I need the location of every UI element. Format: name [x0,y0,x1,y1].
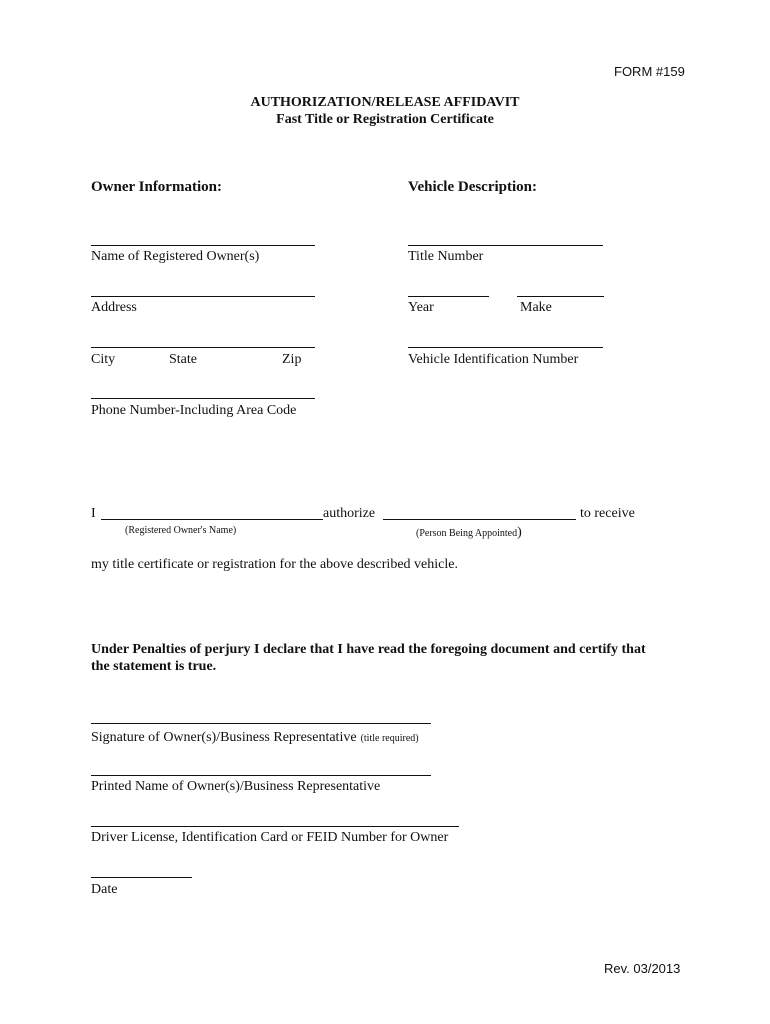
authorize-word: authorize [323,506,376,521]
signature-field[interactable] [91,723,431,724]
address-label: Address [91,300,137,315]
authorization-prefix: I [91,506,96,521]
appointee-caption-text: (Person Being Appointed [416,528,518,539]
revision-label: Rev. 03/2013 [604,961,681,976]
date-label: Date [91,882,118,897]
vin-label: Vehicle Identification Number [408,352,579,367]
signature-label-row [91,728,419,746]
address-field[interactable] [91,296,315,297]
printed-name-field[interactable] [91,775,431,776]
make-field[interactable] [517,296,604,297]
phone-label: Phone Number-Including Area Code [91,403,297,418]
vin-field[interactable] [408,347,603,348]
city-state-zip-field[interactable] [91,347,315,348]
authorization-sentence: my title certificate or registration for the above described vehicle. [91,557,458,572]
title-number-label: Title Number [408,249,484,264]
authorization-suffix: to receive [580,506,635,521]
owner-information-heading: Owner Information: [91,179,222,195]
registered-owner-caption: (Registered Owner's Name) [125,525,237,536]
signature-note: (title required) [360,733,419,744]
vehicle-description-heading: Vehicle Description: [408,179,538,195]
date-field[interactable] [91,877,192,878]
year-label: Year [408,300,434,315]
phone-field[interactable] [91,398,315,399]
declaration-line-2: the statement is true. [91,659,217,674]
city-label: City [91,352,116,367]
year-field[interactable] [408,296,489,297]
state-label: State [169,352,197,367]
signature-label: Signature of Owner(s)/Business Representative [91,730,357,745]
appointee-caption-close: ) [517,525,522,540]
form-title: AUTHORIZATION/RELEASE AFFIDAVIT [250,95,520,110]
person-appointed-field[interactable] [383,519,576,520]
registered-owner-name-field[interactable] [101,519,323,520]
owner-name-field[interactable] [91,245,315,246]
printed-name-label: Printed Name of Owner(s)/Business Representative [91,779,381,794]
title-number-field[interactable] [408,245,603,246]
form-subtitle: Fast Title or Registration Certificate [276,112,494,127]
declaration-line-1: Under Penalties of perjury I declare that I have read the foregoing document and certify that [91,642,646,657]
license-field[interactable] [91,826,459,827]
appointee-caption [416,523,522,541]
zip-label: Zip [282,352,302,367]
owner-name-label: Name of Registered Owner(s) [91,249,260,264]
license-label: Driver License, Identification Card or FEID Number for Owner [91,830,449,845]
make-label: Make [520,300,552,315]
form-number: FORM #159 [614,64,685,79]
